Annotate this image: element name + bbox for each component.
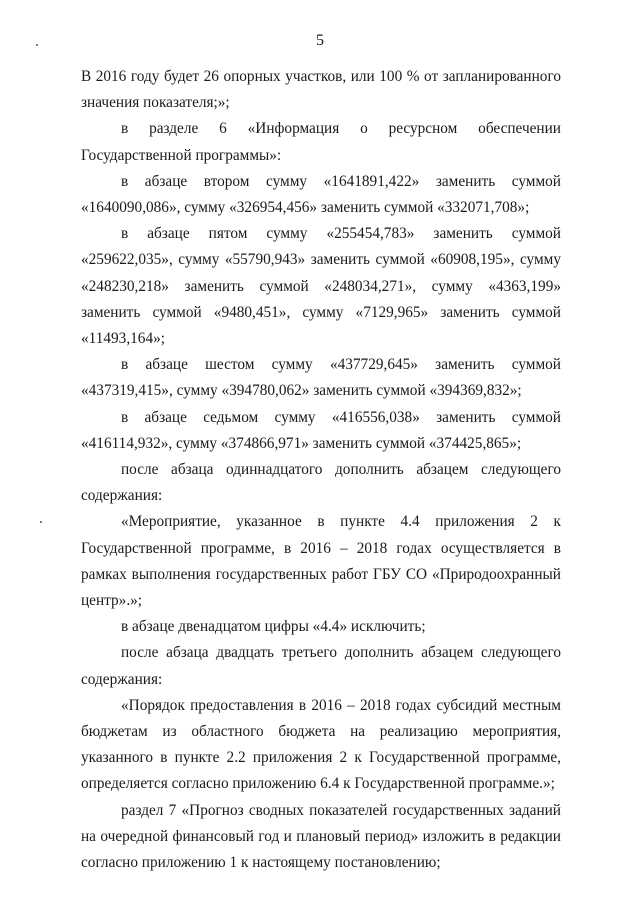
paragraph: после абзаца двадцать третьего дополнить абзацем следующего содержания: [81,644,561,688]
paragraph: «Порядок предоставления в 2016 – 2018 годах субсидий местным бюджетам из областного бюджета на реализацию мероприятия, указанного в пункте 2.2 приложения 2 к Государственной программе, определяется согласно приложению 6.4 к Государственной программе.»; [81,696,561,793]
paragraph: в абзаце двенадцатом цифры «4.4» исключить; [121,618,426,636]
paragraph: раздел 7 «Прогноз сводных показателей государственных заданий на очередной финансовый год и плановый период» изложить в редакции согласно приложению 1 к настоящему постановлению; [81,801,561,872]
paragraph: «Мероприятие, указанное в пункте 4.4 приложения 2 к Государственной программе, в 2016 – 2018 годах осуществляется в рамках выполнения государственных работ ГБУ СО «Природоохранный центр».»; [81,513,561,610]
paragraph: В 2016 году будет 26 опорных участков, или 100 % от запланированного значения показателя;»; [81,68,561,112]
paragraph: в разделе 6 «Информация о ресурсном обеспечении Государственной программы»: [81,120,561,164]
paragraph: после абзаца одиннадцатого дополнить абзацем следующего содержания: [81,461,561,505]
paragraph: в абзаце шестом сумму «437729,645» заменить суммой «437319,415», сумму «394780,062» заменить суммой «394369,832»; [81,356,561,400]
scan-speck [40,521,42,523]
paragraph: в абзаце втором сумму «1641891,422» заменить суммой «1640090,086», сумму «326954,456» заменить суммой «332071,708»; [81,172,561,217]
page-number: 5 [316,32,324,49]
document-body [81,64,561,876]
paragraph: в абзаце пятом сумму «255454,783» заменить суммой «259622,035», сумму «55790,943» заменить суммой «60908,195», сумму «248230,218» заменить суммой «248034,271», сумму «4363,199» заменить суммой «9480,451», сумму «7129,965» заменить суммой «11493,164»; [81,225,561,348]
paragraph: в абзаце седьмом сумму «416556,038» заменить суммой «416114,932», сумму «374866,971» заменить суммой «374425,865»; [81,408,561,452]
